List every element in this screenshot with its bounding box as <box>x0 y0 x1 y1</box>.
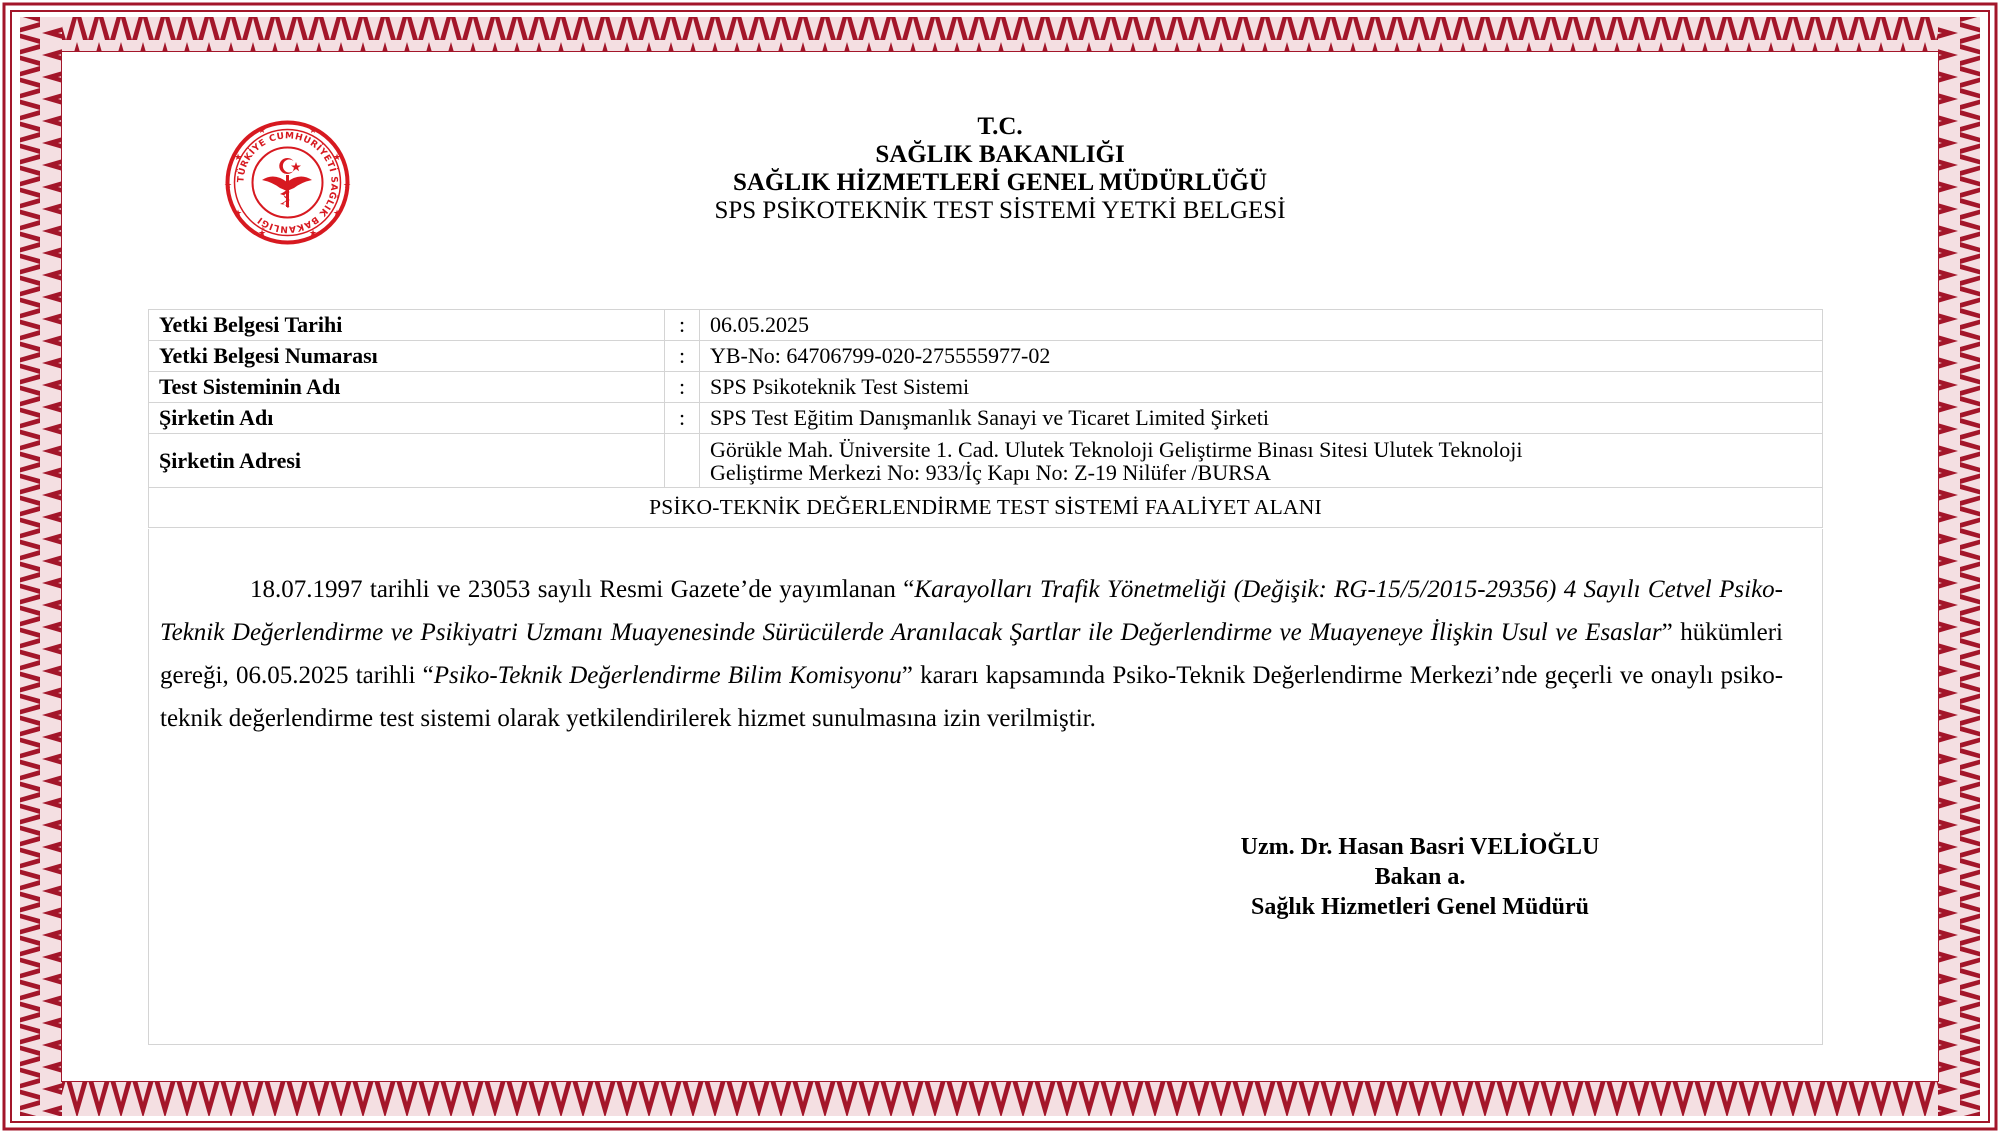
row-value: SPS Test Eğitim Danışmanlık Sanayi ve Ticaret Limited Şirketi <box>700 403 1823 434</box>
paragraph-italic-regulation: Karayolları Trafik Yönetmeliği (Değişik: RG-15/5/2015-29356) 4 Sayılı Cetvel Psiko-Teknik Değerlendirme ve Psikiyatri Uzmanı Muayenesinde Sürücülerde Aranılacak Şartlar ile Değerlendirme ve Muayeneye İlişkin Usul ve Esaslar <box>160 576 1783 646</box>
svg-text:★: ★ <box>224 181 233 191</box>
activity-heading: PSİKO-TEKNİK DEĞERLENDİRME TEST SİSTEMİ FAALİYET ALANI <box>149 488 1823 528</box>
row-label: Yetki Belgesi Numarası <box>149 341 665 372</box>
row-colon: : <box>665 403 700 434</box>
svg-text:TÜRKİYE CUMHURİYETİ SAĞLIK BAK: TÜRKİYE CUMHURİYETİ SAĞLIK BAKANLIĞI <box>236 131 339 234</box>
address-line-1: Görükle Mah. Üniversite 1. Cad. Ulutek Teknoloji Geliştirme Binası Sitesi Ulutek Teknoloji <box>710 436 1523 462</box>
row-colon: : <box>665 372 700 403</box>
row-label: Şirketin Adresi <box>149 434 665 488</box>
row-colon: : <box>665 341 700 372</box>
row-label: Test Sisteminin Adı <box>149 372 665 403</box>
svg-text:★: ★ <box>234 209 243 219</box>
table-row <box>149 403 1823 434</box>
paragraph-text-3: ” kararı kapsamında Psiko-Teknik Değerlendirme Merkezi’nde geçerli ve onaylı psiko-teknik değerlendirme test sistemi olarak yetkilendirilerek hizmet sunulmasına izin verilmiştir. <box>160 662 1784 732</box>
row-colon-empty <box>665 434 700 488</box>
certificate-title: SPS PSİKOTEKNİK TEST SİSTEMİ YETKİ BELGESİ <box>714 197 1286 224</box>
row-label: Şirketin Adı <box>149 403 665 434</box>
row-value: SPS Psikoteknik Test Sistemi <box>700 372 1823 403</box>
svg-text:★: ★ <box>258 126 267 136</box>
certificate-header <box>0 113 2000 225</box>
table-row-activity <box>149 488 1823 528</box>
row-value-address <box>700 434 1823 488</box>
row-colon: : <box>665 310 700 341</box>
paragraph-italic-commission: Psiko-Teknik Değerlendirme Bilim Komisyonu <box>433 662 902 689</box>
svg-text:★: ★ <box>258 229 267 239</box>
header-directorate: SAĞLIK HİZMETLERİ GENEL MÜDÜRLÜĞÜ <box>732 169 1268 196</box>
row-label: Yetki Belgesi Tarihi <box>149 310 665 341</box>
address-line-2: Geliştirme Merkezi No: 933/İç Kapı No: Z-19 Nilüfer /BURSA <box>710 459 1271 485</box>
signatory-title-2: Sağlık Hizmetleri Genel Müdürü <box>1251 894 1589 920</box>
svg-text:★: ★ <box>234 153 243 163</box>
table-row-address <box>149 434 1823 488</box>
signature-block <box>1150 832 1690 922</box>
row-value: 06.05.2025 <box>700 310 1823 341</box>
row-value: YB-No: 64706799-020-275555977-02 <box>700 341 1823 372</box>
signatory-title-1: Bakan a. <box>1374 864 1466 890</box>
paragraph-text-1: 18.07.1997 tarihli ve 23053 sayılı Resmi Gazete’de yayımlanan “ <box>250 576 915 603</box>
table-row <box>149 341 1823 372</box>
svg-text:★: ★ <box>343 181 352 191</box>
svg-text:★: ★ <box>333 209 342 219</box>
svg-text:★: ★ <box>309 229 318 239</box>
authorization-paragraph <box>160 568 1783 740</box>
paragraph-text-2: ” hükümleri gereği, 06.05.2025 tarihli “ <box>160 619 1784 689</box>
certificate-info-table <box>148 309 1823 528</box>
svg-text:★: ★ <box>309 126 318 136</box>
header-tc: T.C. <box>977 113 1023 140</box>
header-ministry: SAĞLIK BAKANLIĞI <box>875 141 1125 168</box>
svg-text:★: ★ <box>333 153 342 163</box>
signatory-name: Uzm. Dr. Hasan Basri VELİOĞLU <box>1240 834 1600 860</box>
table-row <box>149 372 1823 403</box>
table-row <box>149 310 1823 341</box>
